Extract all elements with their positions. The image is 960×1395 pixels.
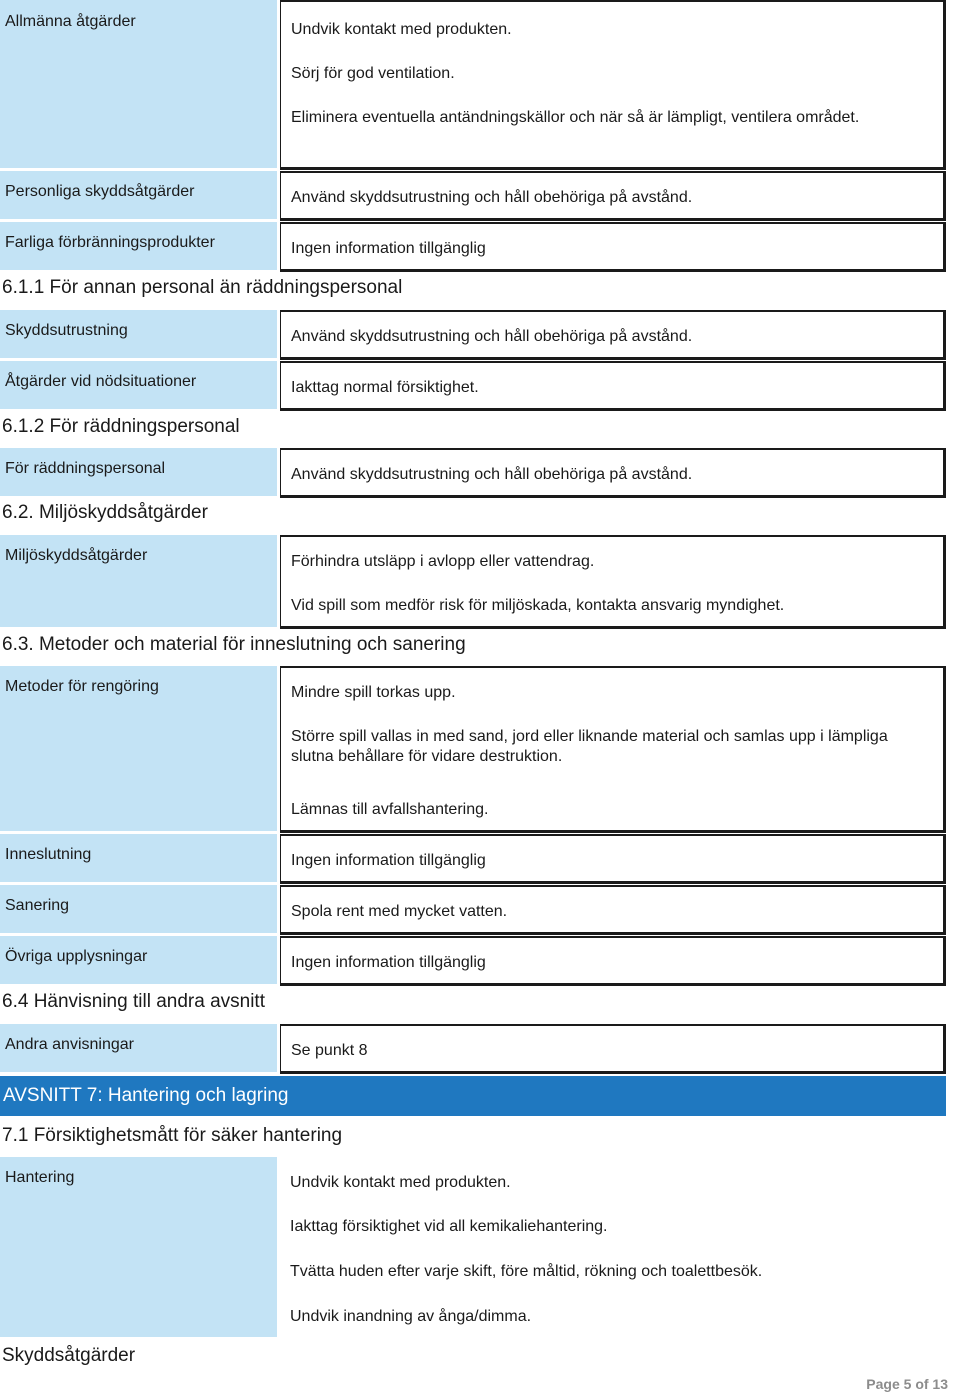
value-skyddsutrustning [280,310,946,360]
value-hantering [280,1157,946,1337]
value-inneslutning [280,834,946,884]
label-allmanna-atgarder: Allmänna åtgärder [0,0,277,168]
text-line: Ingen information tillgänglig [291,240,486,257]
label-sanering: Sanering [0,885,277,933]
heading-6-1-1: 6.1.1 För annan personal än räddningspersonal [2,277,403,298]
label-skyddsutrustning: Skyddsutrustning [0,310,277,358]
label-andra-anvisningar: Andra anvisningar [0,1024,277,1072]
heading-6-4: 6.4 Hänvisning till andra avsnitt [2,991,265,1012]
value-sanering [280,885,946,935]
label-hantering: Hantering [0,1157,277,1337]
value-miljoskyddsatgarder [280,535,946,629]
label-miljoskyddsatgarder: Miljöskyddsåtgärder [0,535,277,627]
text-line: Se punkt 8 [291,1042,368,1059]
text-line: Eliminera eventuella antändningskällor och när så är lämpligt, ventilera området. [291,109,860,126]
text-line: Ingen information tillgänglig [291,852,486,869]
text-line: Ingen information tillgänglig [291,954,486,971]
text-line: Lämnas till avfallshantering. [291,801,489,818]
value-allmanna-atgarder [280,0,946,170]
value-atgarder-vid-nodsituationer [280,361,946,411]
text-line: Använd skyddsutrustning och håll obehöriga på avstånd. [291,189,693,206]
label-personliga-skyddsatgarder: Personliga skyddsåtgärder [0,171,277,219]
text-line: Undvik kontakt med produkten. [290,1174,511,1191]
text-line: Sörj för god ventilation. [291,65,455,82]
heading-skyddsatgarder: Skyddsåtgärder [2,1345,136,1366]
heading-6-1-2: 6.1.2 För räddningspersonal [2,416,240,437]
text-line: Använd skyddsutrustning och håll obehöriga på avstånd. [291,466,693,483]
value-farliga-forbranningsprodukter [280,222,946,272]
label-farliga-forbranningsprodukter: Farliga förbränningsprodukter [0,222,277,270]
value-ovriga-upplysningar [280,936,946,986]
label-for-raddningspersonal: För räddningspersonal [0,448,277,496]
text-line: Förhindra utsläpp i avlopp eller vattendrag. [291,553,595,570]
text-line: Tvätta huden efter varje skift, före måltid, rökning och toalettbesök. [290,1263,763,1280]
text-line: Mindre spill torkas upp. [291,684,456,701]
value-personliga-skyddsatgarder [280,171,946,221]
label-ovriga-upplysningar: Övriga upplysningar [0,936,277,984]
heading-7-1: 7.1 Försiktighetsmått för säker hantering [2,1125,343,1146]
heading-6-3: 6.3. Metoder och material för inneslutning och sanering [2,634,466,655]
label-inneslutning: Inneslutning [0,834,277,882]
page-number: Page 5 of 13 [866,1376,948,1392]
text-line: Använd skyddsutrustning och håll obehöriga på avstånd. [291,328,693,345]
text-line: Iakttag försiktighet vid all kemikaliehantering. [290,1218,608,1235]
label-metoder-for-rengoring: Metoder för rengöring [0,666,277,831]
text-line: Spola rent med mycket vatten. [291,903,508,920]
text-line: Större spill vallas in med sand, jord eller liknande material och samlas upp i lämpliga slutna behållare för vidare destruktion. [291,728,888,765]
label-atgarder-vid-nodsituationer: Åtgärder vid nödsituationer [0,361,277,409]
text-line: Undvik inandning av ånga/dimma. [290,1308,532,1325]
value-andra-anvisningar [280,1024,946,1074]
value-metoder-for-rengoring [280,666,946,833]
text-line: Vid spill som medför risk för miljöskada, kontakta ansvarig myndighet. [291,597,785,614]
section-7-banner: AVSNITT 7: Hantering och lagring [0,1076,946,1116]
text-line: Iakttag normal försiktighet. [291,379,479,396]
text-line: Undvik kontakt med produkten. [291,21,512,38]
value-for-raddningspersonal [280,448,946,498]
heading-6-2: 6.2. Miljöskyddsåtgärder [2,502,208,523]
